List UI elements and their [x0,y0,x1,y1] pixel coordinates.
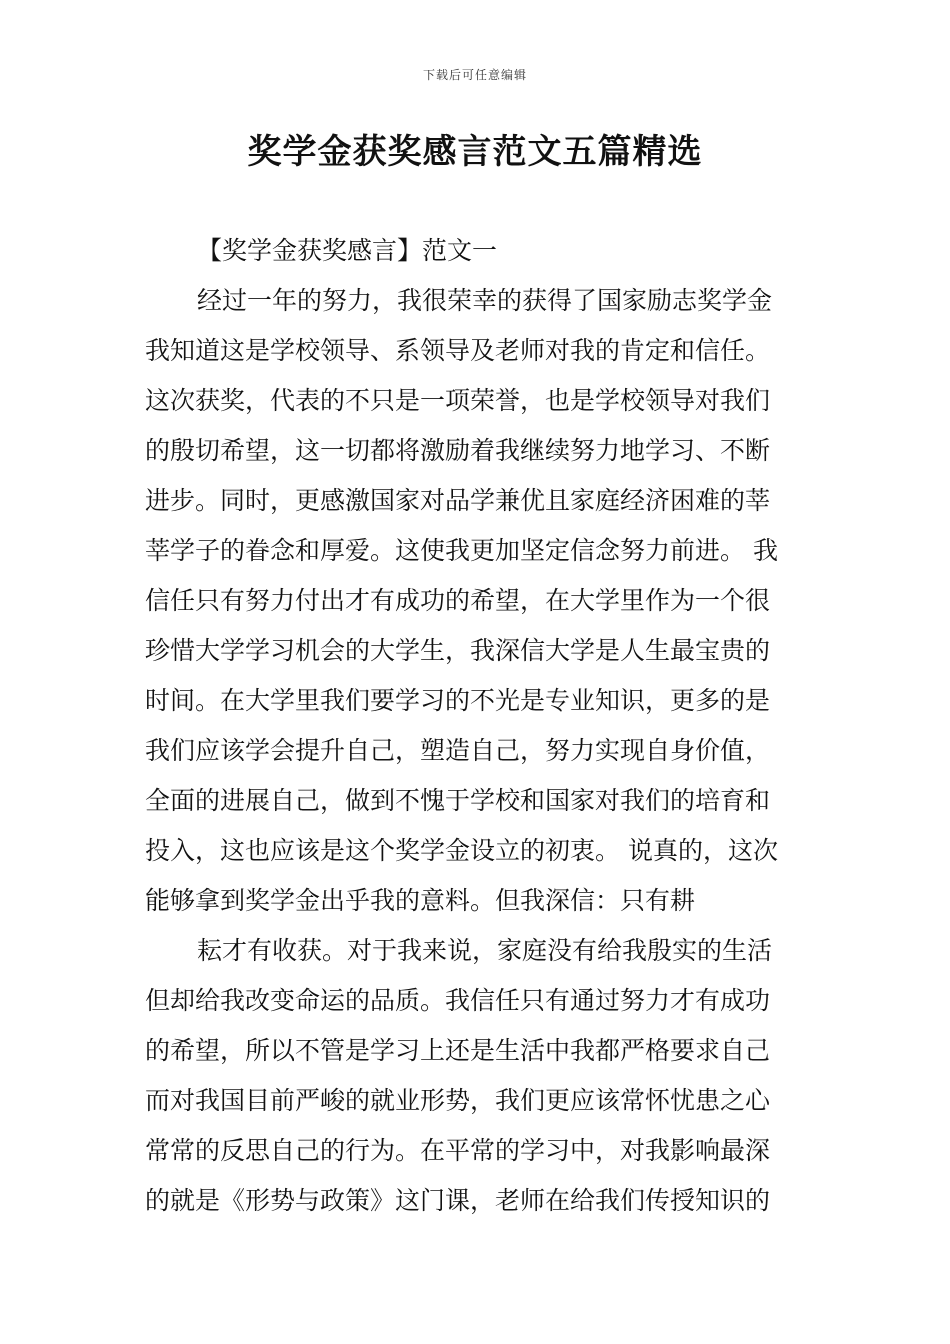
text-line: 进步。同时，更感激国家对品学兼优且家庭经济困难的莘 [145,486,771,515]
text-line: 投入，这也应该是这个奖学金设立的初衷。 说真的，这次 [145,836,778,865]
text-line: 时间。在大学里我们要学习的不光是专业知识，更多的是 [145,686,771,715]
text-line: 经过一年的努力，我很荣幸的获得了国家励志奖学金 [197,286,773,315]
text-line: 珍惜大学学习机会的大学生，我深信大学是人生最宝贵的 [145,636,771,665]
text-line: 但却给我改变命运的品质。我信任只有通过努力才有成功 [145,986,771,1015]
document-title: 奖学金获奖感言范文五篇精选 [247,132,703,172]
text-line: 的殷切希望，这一切都将激励着我继续努力地学习、不断 [145,436,771,465]
text-line: 我们应该学会提升自己，塑造自己，努力实现自身价值， [145,736,771,765]
text-line: 的就是《形势与政策》这门课，老师在给我们传授知识的 [145,1186,771,1215]
text-line: 的希望，所以不管是学习上还是生活中我都严格要求自己 [145,1036,771,1065]
text-line: 我知道这是学校领导、系领导及老师对我的肯定和信任。 [145,336,771,365]
text-line: 常常的反思自己的行为。在平常的学习中，对我影响最深 [145,1136,771,1165]
document-body [145,226,810,1226]
text-line: 能够拿到奖学金出乎我的意料。但我深信：只有耕 [145,886,696,915]
text-line: 而对我国目前严峻的就业形势，我们更应该常怀忧患之心 [145,1086,771,1115]
text-line: 这次获奖，代表的不只是一项荣誉，也是学校领导对我们 [145,386,771,415]
text-line: 耘才有收获。对于我来说，家庭没有给我殷实的生活 [197,936,773,965]
section-heading: 【奖学金获奖感言】范文一 [197,236,498,265]
text-line: 全面的进展自己，做到不愧于学校和国家对我们的培育和 [145,786,771,815]
header-note: 下载后可任意编辑 [422,68,527,82]
text-line: 信任只有努力付出才有成功的希望，在大学里作为一个很 [145,586,771,615]
text-line: 莘学子的眷念和厚爱。这使我更加坚定信念努力前进。 我 [145,536,778,565]
